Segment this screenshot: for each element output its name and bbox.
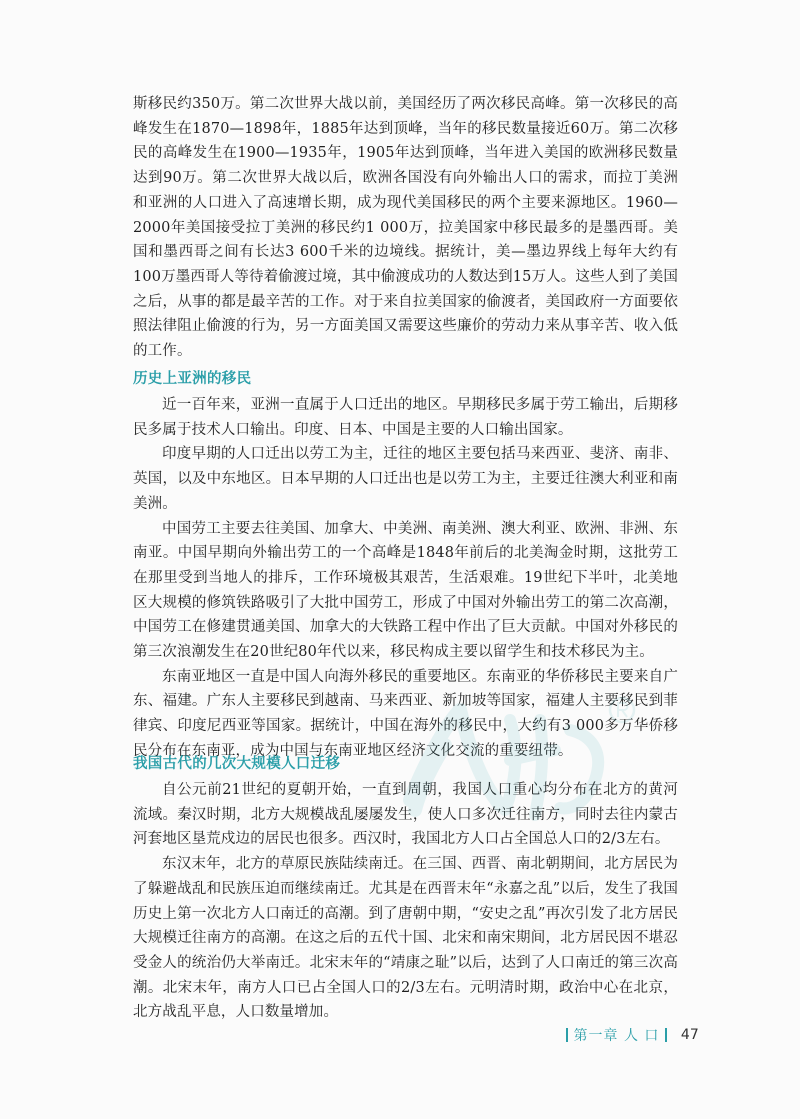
section-heading-ancient-migration: 我国古代的几次大规模人口迁移 <box>133 756 341 772</box>
section-heading-asia-migration: 历史上亚洲的移民 <box>133 371 252 387</box>
page-number: 47 <box>680 1027 699 1043</box>
section-ancient-migration <box>133 778 678 1025</box>
paragraph: 斯移民约350万。第二次世界大战以前，美国经历了两次移民高峰。第一次移民的高峰发生在1870—1898年，1885年达到顶峰，当年的移民数量接近60万。第二次移民的高峰发生在1900—1935年，1905年达到顶峰，当年进入美国的欧洲移民数量达到90万。第二次世界大战以后，欧洲各国没有向外输出人口的需求，而拉丁美洲和亚洲的人口进入了高速增长期，成为现代美国移民的两个主要来源地区。1960—2000年美国接受拉丁美洲的移民约1 000万，拉美国家中移民最多的是墨西哥。美国和墨西哥之间有长达3 600千米的边境线。据统计，美—墨边界线上每年大约有100万墨西哥人等待着偷渡过境，其中偷渡成功的人数达到15万人。这些人到了美国之后，从事的都是最辛苦的工作。对于来自拉美国家的偷渡者，美国政府一方面要依照法律阻止偷渡的行为，另一方面美国又需要这些廉价的劳动力来从事辛苦、收入低的工作。 <box>133 96 678 360</box>
footer-divider <box>665 1028 667 1042</box>
paragraph: 近一百年来，亚洲一直属于人口迁出的地区。早期移民多属于劳工输出，后期移民多属于技术人口输出。印度、日本、中国是主要的人口输出国家。 <box>133 397 678 438</box>
footer-divider <box>566 1028 568 1042</box>
paragraph: 印度早期的人口迁出以劳工为主，迁往的地区主要包括马来西亚、斐济、南非、英国，以及中东地区。日本早期的人口迁出也是以劳工为主，主要迁往澳大利亚和南美洲。 <box>133 446 678 512</box>
intro-text <box>133 92 678 364</box>
paragraph: 东汉末年，北方的草原民族陆续南迁。在三国、西晋、南北朝期间，北方居民为了躲避战乱和民族压迫而继续南迁。尤其是在西晋末年“永嘉之乱”以后，发生了我国历史上第一次北方人口南迁的高潮。到了唐朝中期，“安史之乱”再次引发了北方居民大规模迁往南方的高潮。在这之后的五代十国、北宋和南宋期间，北方居民因不堪忍受金人的统治仍大举南迁。北宋末年的“靖康之耻”以后，达到了人口南迁的第三次高潮。北宋末年，南方人口已占全国人口的2/3左右。元明清时期，政治中心在北京，北方战乱平息，人口数量增加。 <box>133 856 678 1021</box>
footer-chapter-title: 第一章 人 口 <box>573 1028 660 1044</box>
paragraph: 自公元前21世纪的夏朝开始，一直到周朝，我国人口重心均分布在北方的黄河流域。秦汉时期，北方大规模战乱屡屡发生，使人口多次迁往南方，同时去往内蒙古河套地区垦荒戍边的居民也很多。西汉时，我国北方人口占全国总人口的2/3左右。 <box>133 782 678 848</box>
section-asia-migration <box>133 393 678 764</box>
paragraph: 东南亚地区一直是中国人向海外移民的重要地区。东南亚的华侨移民主要来自广东、福建。广东人主要移民到越南、马来西亚、新加坡等国家，福建人主要移民到菲律宾、印度尼西亚等国家。据统计，中国在海外的移民中，大约有3 000多万华侨移民分布在东南亚，成为中国与东南亚地区经济文化交流的重要纽带。 <box>133 668 678 759</box>
paragraph: 中国劳工主要去往美国、加拿大、中美洲、南美洲、澳大利亚、欧洲、非洲、东南亚。中国早期向外输出劳工的一个高峰是1848年前后的北美淘金时期，这批劳工在那里受到当地人的排斥，工作环境极其艰苦，生活艰难。19世纪下半叶，北美地区大规模的修筑铁路吸引了大批中国劳工，形成了中国对外输出劳工的第二次高潮，中国劳工在修建贯通美国、加拿大的大铁路工程中作出了巨大贡献。中国对外移民的第三次浪潮发生在20世纪80年代以来，移民构成主要以留学生和技术移民为主。 <box>133 520 678 661</box>
page-footer <box>560 1025 699 1045</box>
